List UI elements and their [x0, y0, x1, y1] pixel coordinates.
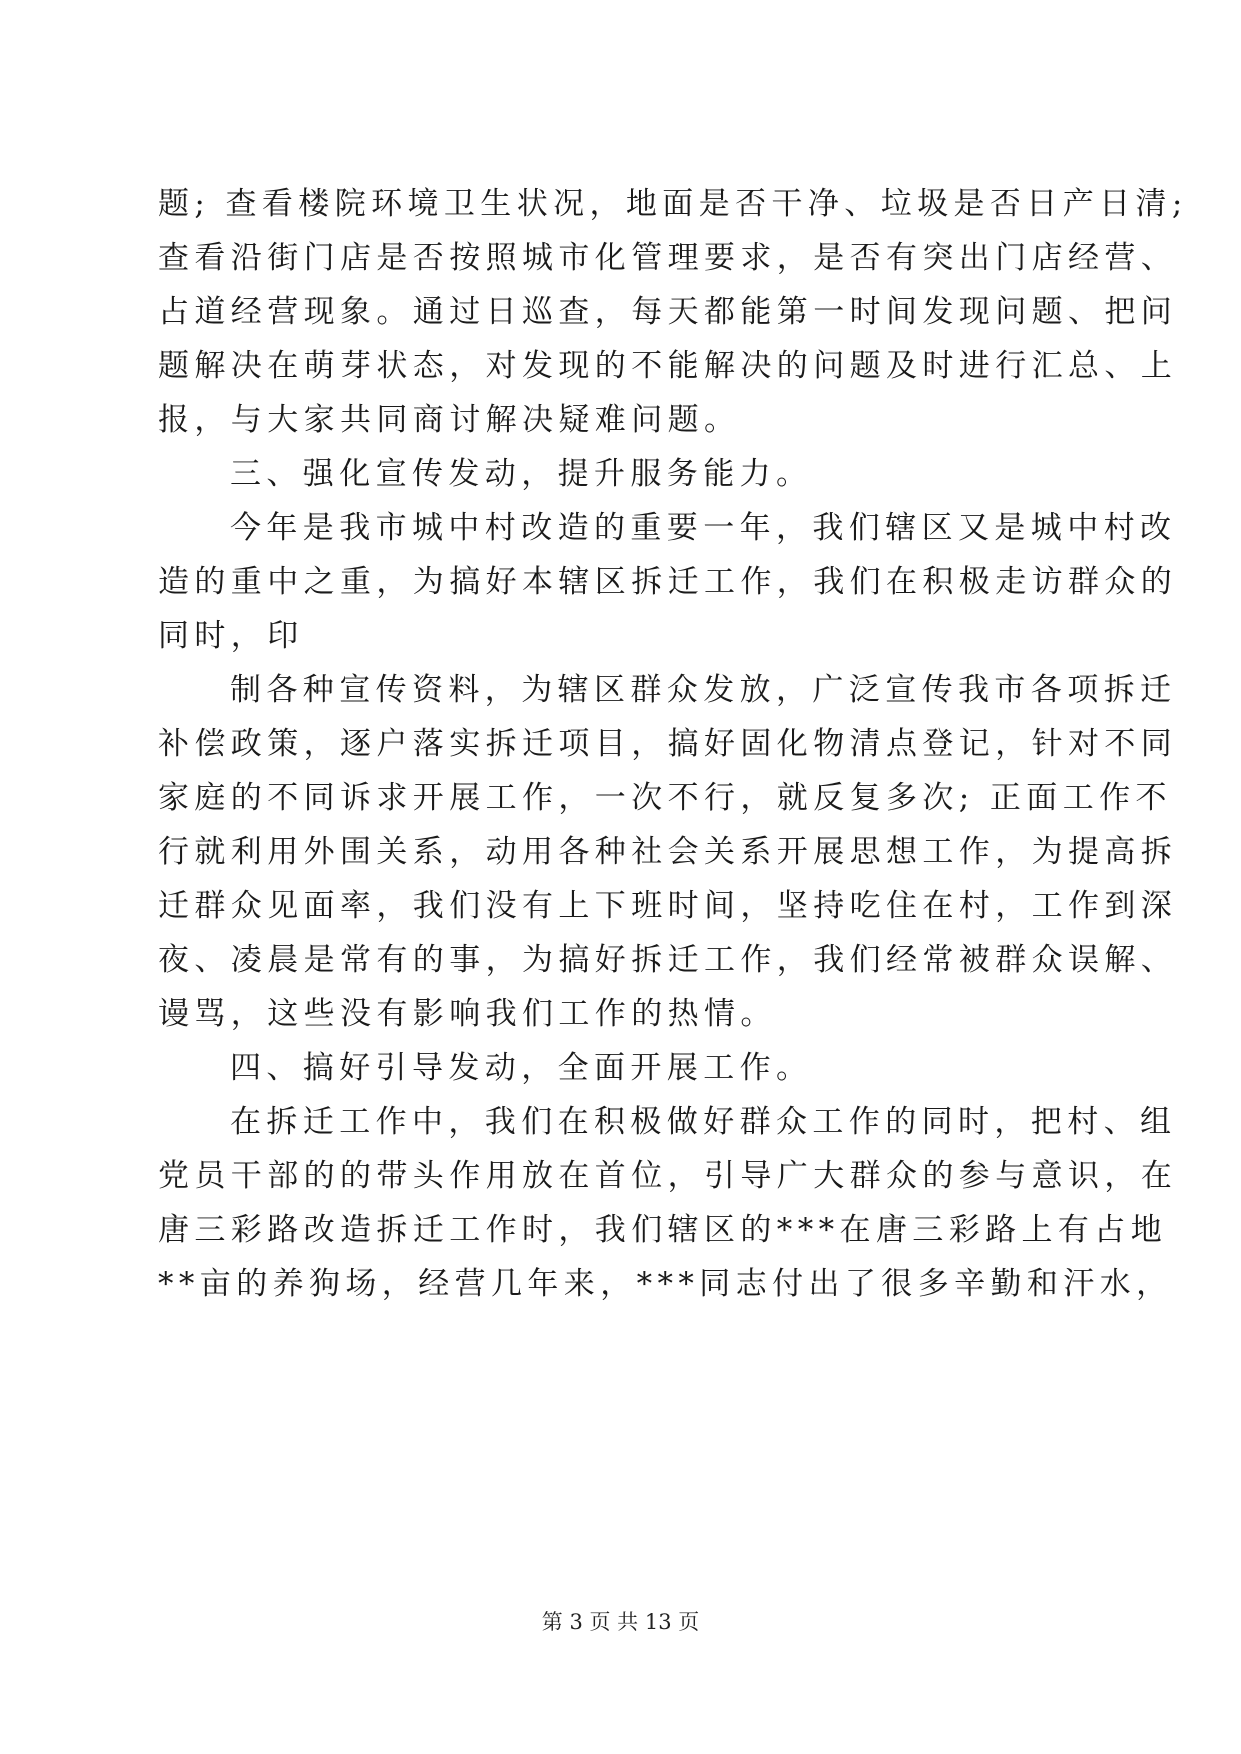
text-line: 题解决在萌芽状态，对发现的不能解决的问题及时进行汇总、上	[158, 348, 1178, 384]
text-line: 制各种宣传资料，为辖区群众发放，广泛宣传我市各项拆迁	[230, 672, 1177, 708]
text-line: 党员干部的的带头作用放在首位，引导广大群众的参与意识，在	[158, 1158, 1178, 1194]
text-line: 在拆迁工作中，我们在积极做好群众工作的同时，把村、组	[230, 1104, 1177, 1140]
text-line: 迁群众见面率，我们没有上下班时间，坚持吃住在村，工作到深	[158, 888, 1178, 924]
text-line: 谩骂，这些没有影响我们工作的热情。	[158, 996, 777, 1032]
text-line: 补偿政策，逐户落实拆迁项目，搞好固化物清点登记，针对不同	[158, 726, 1178, 762]
section-heading: 三、强化宣传发动，提升服务能力。	[230, 456, 813, 492]
text-line: 同时，印	[158, 618, 304, 654]
text-line: **亩的养狗场，经营几年来，***同志付出了很多辛勤和汗水，	[158, 1266, 1173, 1302]
text-line: 造的重中之重，为搞好本辖区拆迁工作，我们在积极走访群众的	[158, 564, 1178, 600]
text-line: 夜、凌晨是常有的事，为搞好拆迁工作，我们经常被群众误解、	[158, 942, 1178, 978]
text-line: 家庭的不同诉求开展工作，一次不行，就反复多次; 正面工作不	[158, 780, 1172, 816]
page-number-footer: 第 3 页 共 13 页	[541, 1610, 700, 1634]
text-line: 查看沿街门店是否按照城市化管理要求，是否有突出门店经营、	[158, 240, 1178, 276]
text-line: 占道经营现象。通过日巡查，每天都能第一时间发现问题、把问	[158, 294, 1178, 330]
text-line: 报，与大家共同商讨解决疑难问题。	[158, 402, 741, 438]
text-line: 行就利用外围关系，动用各种社会关系开展思想工作，为提高拆	[158, 834, 1178, 870]
text-line: 今年是我市城中村改造的重要一年，我们辖区又是城中村改	[230, 510, 1177, 546]
text-line: 题; 查看楼院环境卫生状况，地面是否干净、垃圾是否日产日清;	[158, 186, 1188, 222]
section-heading: 四、搞好引导发动，全面开展工作。	[230, 1050, 813, 1086]
text-line: 唐三彩路改造拆迁工作时，我们辖区的***在唐三彩路上有占地	[158, 1212, 1168, 1248]
